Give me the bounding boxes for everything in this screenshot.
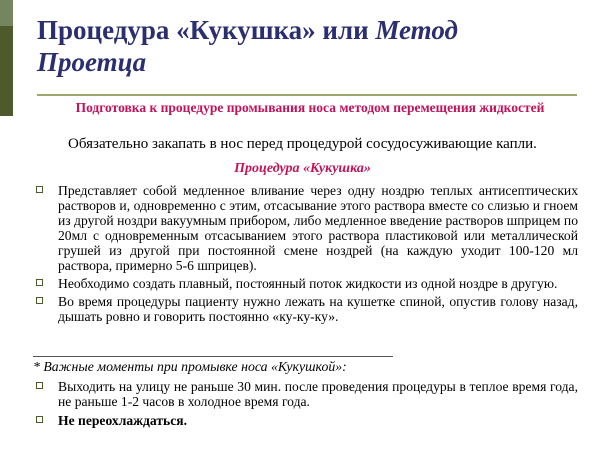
important-divider <box>33 356 393 357</box>
title-italic-part-1: Метод <box>375 15 458 45</box>
hollow-square-bullet-icon <box>36 297 43 304</box>
list-item <box>33 183 578 273</box>
list-item-text: Представляет собой медленное вливание через одну ноздрю теплых антисептических растворов и, одновременно с этим, отсасывание этого раствора вместе со слизью и гноем из другой ноздри вакуумным прибором, либо медленное введение растворов шприцем по 20мл с одновременным отсасыванием этого раствора пластиковой или металлической грушей из другой при постоянной смене ноздрей (на каждую уходит 100-120 мл раствора, примерно 5-6 шприцев). <box>58 183 578 273</box>
hollow-square-bullet-icon <box>36 416 43 423</box>
list-item-text: Во время процедуры пациенту нужно лежать на кушетке спиной, опустив голову назад, дышать ровно и говорить постоянно «ку-ку-ку». <box>58 294 578 324</box>
list-item <box>33 379 578 409</box>
list-item <box>33 294 578 324</box>
hollow-square-bullet-icon <box>36 382 43 389</box>
list-item-text: Не переохлаждаться. <box>58 413 187 428</box>
title-divider <box>37 94 577 96</box>
drops-note: Обязательно закапать в нос перед процедурой сосудосуживающие капли. <box>68 136 537 152</box>
procedure-list <box>33 183 578 324</box>
important-heading: * Важные моменты при промывке носа «Кукушкой»: <box>33 359 347 374</box>
slide-title <box>37 14 577 78</box>
title-regular-part: Процедура «Кукушка» или <box>37 15 376 45</box>
side-bar-main-segment <box>0 26 13 116</box>
slide-subtitle: Подготовка к процедуре промывания носа методом перемещения жидкостей <box>75 100 545 115</box>
hollow-square-bullet-icon <box>36 186 43 193</box>
list-item-text: Выходить на улицу не раньше 30 мин. после проведения процедуры в теплое время года, не раньше 1-2 часов в холодное время года. <box>58 379 578 409</box>
title-italic-part-2: Проетца <box>37 47 147 77</box>
side-bar-rest <box>0 116 13 449</box>
list-item-text: Необходимо создать плавный, постоянный поток жидкости из одной ноздре в другую. <box>58 276 558 291</box>
section-title: Процедура «Кукушка» <box>234 161 371 176</box>
side-bar-top-segment <box>0 0 13 26</box>
slide-side-bar <box>0 0 13 449</box>
list-item <box>33 413 578 428</box>
hollow-square-bullet-icon <box>36 279 43 286</box>
important-list <box>33 379 578 428</box>
list-item <box>33 276 578 291</box>
